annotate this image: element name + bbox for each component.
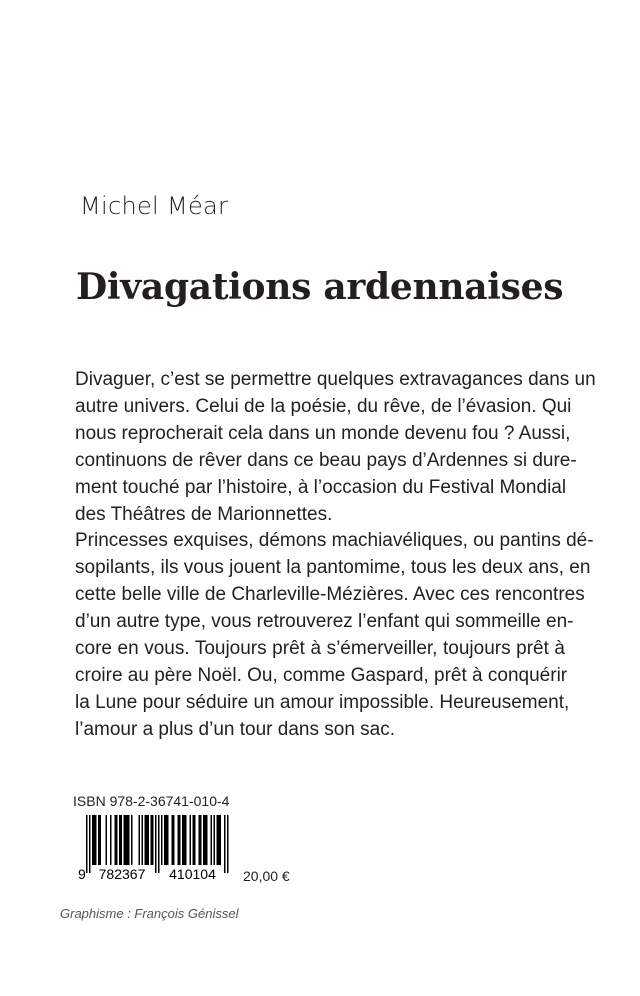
text-line: croire au père Noël. Ou, comme Gaspard, prêt à conquérir bbox=[75, 665, 568, 686]
barcode-bar bbox=[125, 815, 127, 865]
barcode-bar bbox=[94, 815, 96, 865]
barcode-bar bbox=[206, 815, 208, 865]
price: 20,00 € bbox=[243, 868, 290, 884]
barcode-digits: 410104 bbox=[169, 866, 216, 881]
barcode-bar bbox=[142, 815, 144, 865]
barcode-bar bbox=[164, 815, 166, 865]
barcode-bar bbox=[124, 815, 126, 865]
barcode-bar bbox=[116, 815, 118, 865]
barcode-bar bbox=[224, 815, 226, 873]
text-line: Princesses exquises, démons machiavéliques, ou pantins dé- bbox=[75, 530, 594, 551]
barcode-digits: 782367 bbox=[98, 866, 146, 881]
text-line: cette belle ville de Charleville-Mézières. Avec ces rencontres bbox=[75, 584, 585, 605]
barcode-bar bbox=[155, 815, 157, 873]
barcode-bar bbox=[131, 815, 133, 865]
text-line: Divaguer, c’est se permettre quelques extravagances dans un bbox=[75, 369, 596, 390]
barcode-bar bbox=[161, 815, 163, 865]
barcode-bar bbox=[119, 815, 121, 865]
barcode-bar bbox=[158, 815, 160, 873]
text-line: continuons de rêver dans ce beau pays d’Ardennes si dure- bbox=[75, 450, 577, 471]
barcode-bar bbox=[214, 815, 216, 865]
barcode-bar bbox=[179, 815, 181, 865]
barcode-bar bbox=[110, 815, 112, 865]
text-line: sopilants, ils vous jouent la pantomime, tous les deux ans, en bbox=[75, 557, 591, 578]
barcode-bar bbox=[194, 815, 196, 865]
barcode-bar bbox=[98, 815, 100, 865]
barcode-bar bbox=[211, 815, 213, 865]
barcode-bar bbox=[151, 815, 153, 865]
barcode-bar bbox=[205, 815, 207, 865]
barcode-bar bbox=[146, 815, 148, 865]
barcode-bar bbox=[167, 815, 169, 865]
text-line: nous reprocherait cela dans un monde devenu fou ? Aussi, bbox=[75, 423, 571, 444]
barcode-bar bbox=[172, 815, 174, 865]
barcode-bar bbox=[203, 815, 205, 865]
barcode-bar bbox=[227, 815, 229, 873]
barcode-bar bbox=[95, 815, 97, 865]
barcode-bar bbox=[128, 815, 130, 865]
barcode-bar bbox=[220, 815, 222, 865]
barcode-bar bbox=[173, 815, 175, 865]
text-line: l’amour a plus d’un tour dans son sac. bbox=[75, 719, 396, 740]
design-credit: Graphisme : François Génissel bbox=[60, 906, 239, 921]
barcode-bar bbox=[217, 815, 219, 865]
text-line: core en vous. Toujours prêt à s’émerveiller, toujours prêt à bbox=[75, 638, 565, 659]
barcode-bar bbox=[127, 815, 129, 865]
barcode-bar bbox=[218, 815, 220, 865]
text-line: d’un autre type, vous retrouverez l’enfant qui sommeille en- bbox=[75, 611, 574, 632]
text-line: ment touché par l’histoire, à l’occasion du Festival Mondial bbox=[75, 477, 567, 498]
barcode-bar bbox=[100, 815, 102, 865]
barcode-bar bbox=[185, 815, 187, 865]
barcode-bar bbox=[106, 815, 108, 865]
barcode-bar bbox=[178, 815, 180, 865]
barcode-bar bbox=[89, 815, 91, 873]
barcode-bar bbox=[148, 815, 150, 865]
book-title: Divagations ardennaises bbox=[76, 266, 564, 308]
barcode-bar bbox=[92, 815, 94, 865]
barcode-bar bbox=[139, 815, 141, 865]
blurb-paragraph-2 bbox=[75, 527, 594, 743]
text-line: des Théâtres de Marionnettes. bbox=[75, 504, 333, 525]
barcode-bar bbox=[86, 815, 88, 873]
barcode-bar bbox=[166, 815, 168, 865]
text-line: autre univers. Celui de la poésie, du rêve, de l’évasion. Qui bbox=[75, 396, 572, 417]
text-line: la Lune pour séduire un amour impossible. Heureusement, bbox=[75, 692, 570, 713]
isbn-label: ISBN 978-2-36741-010-4 bbox=[73, 793, 230, 809]
barcode-bar bbox=[200, 815, 202, 865]
author-name: Michel Méar bbox=[80, 192, 229, 220]
blurb-paragraph-1 bbox=[75, 366, 596, 528]
barcode bbox=[74, 815, 234, 881]
barcode-bar bbox=[199, 815, 201, 865]
barcode-bar bbox=[115, 815, 117, 865]
barcode-bar bbox=[184, 815, 186, 865]
barcode-bar bbox=[190, 815, 192, 865]
barcode-bar bbox=[182, 815, 184, 865]
barcode-bar bbox=[145, 815, 147, 865]
barcode-digits: 9 bbox=[78, 866, 86, 881]
barcode-bar bbox=[121, 815, 123, 865]
barcode-bar bbox=[193, 815, 195, 865]
barcode-bar bbox=[152, 815, 154, 865]
